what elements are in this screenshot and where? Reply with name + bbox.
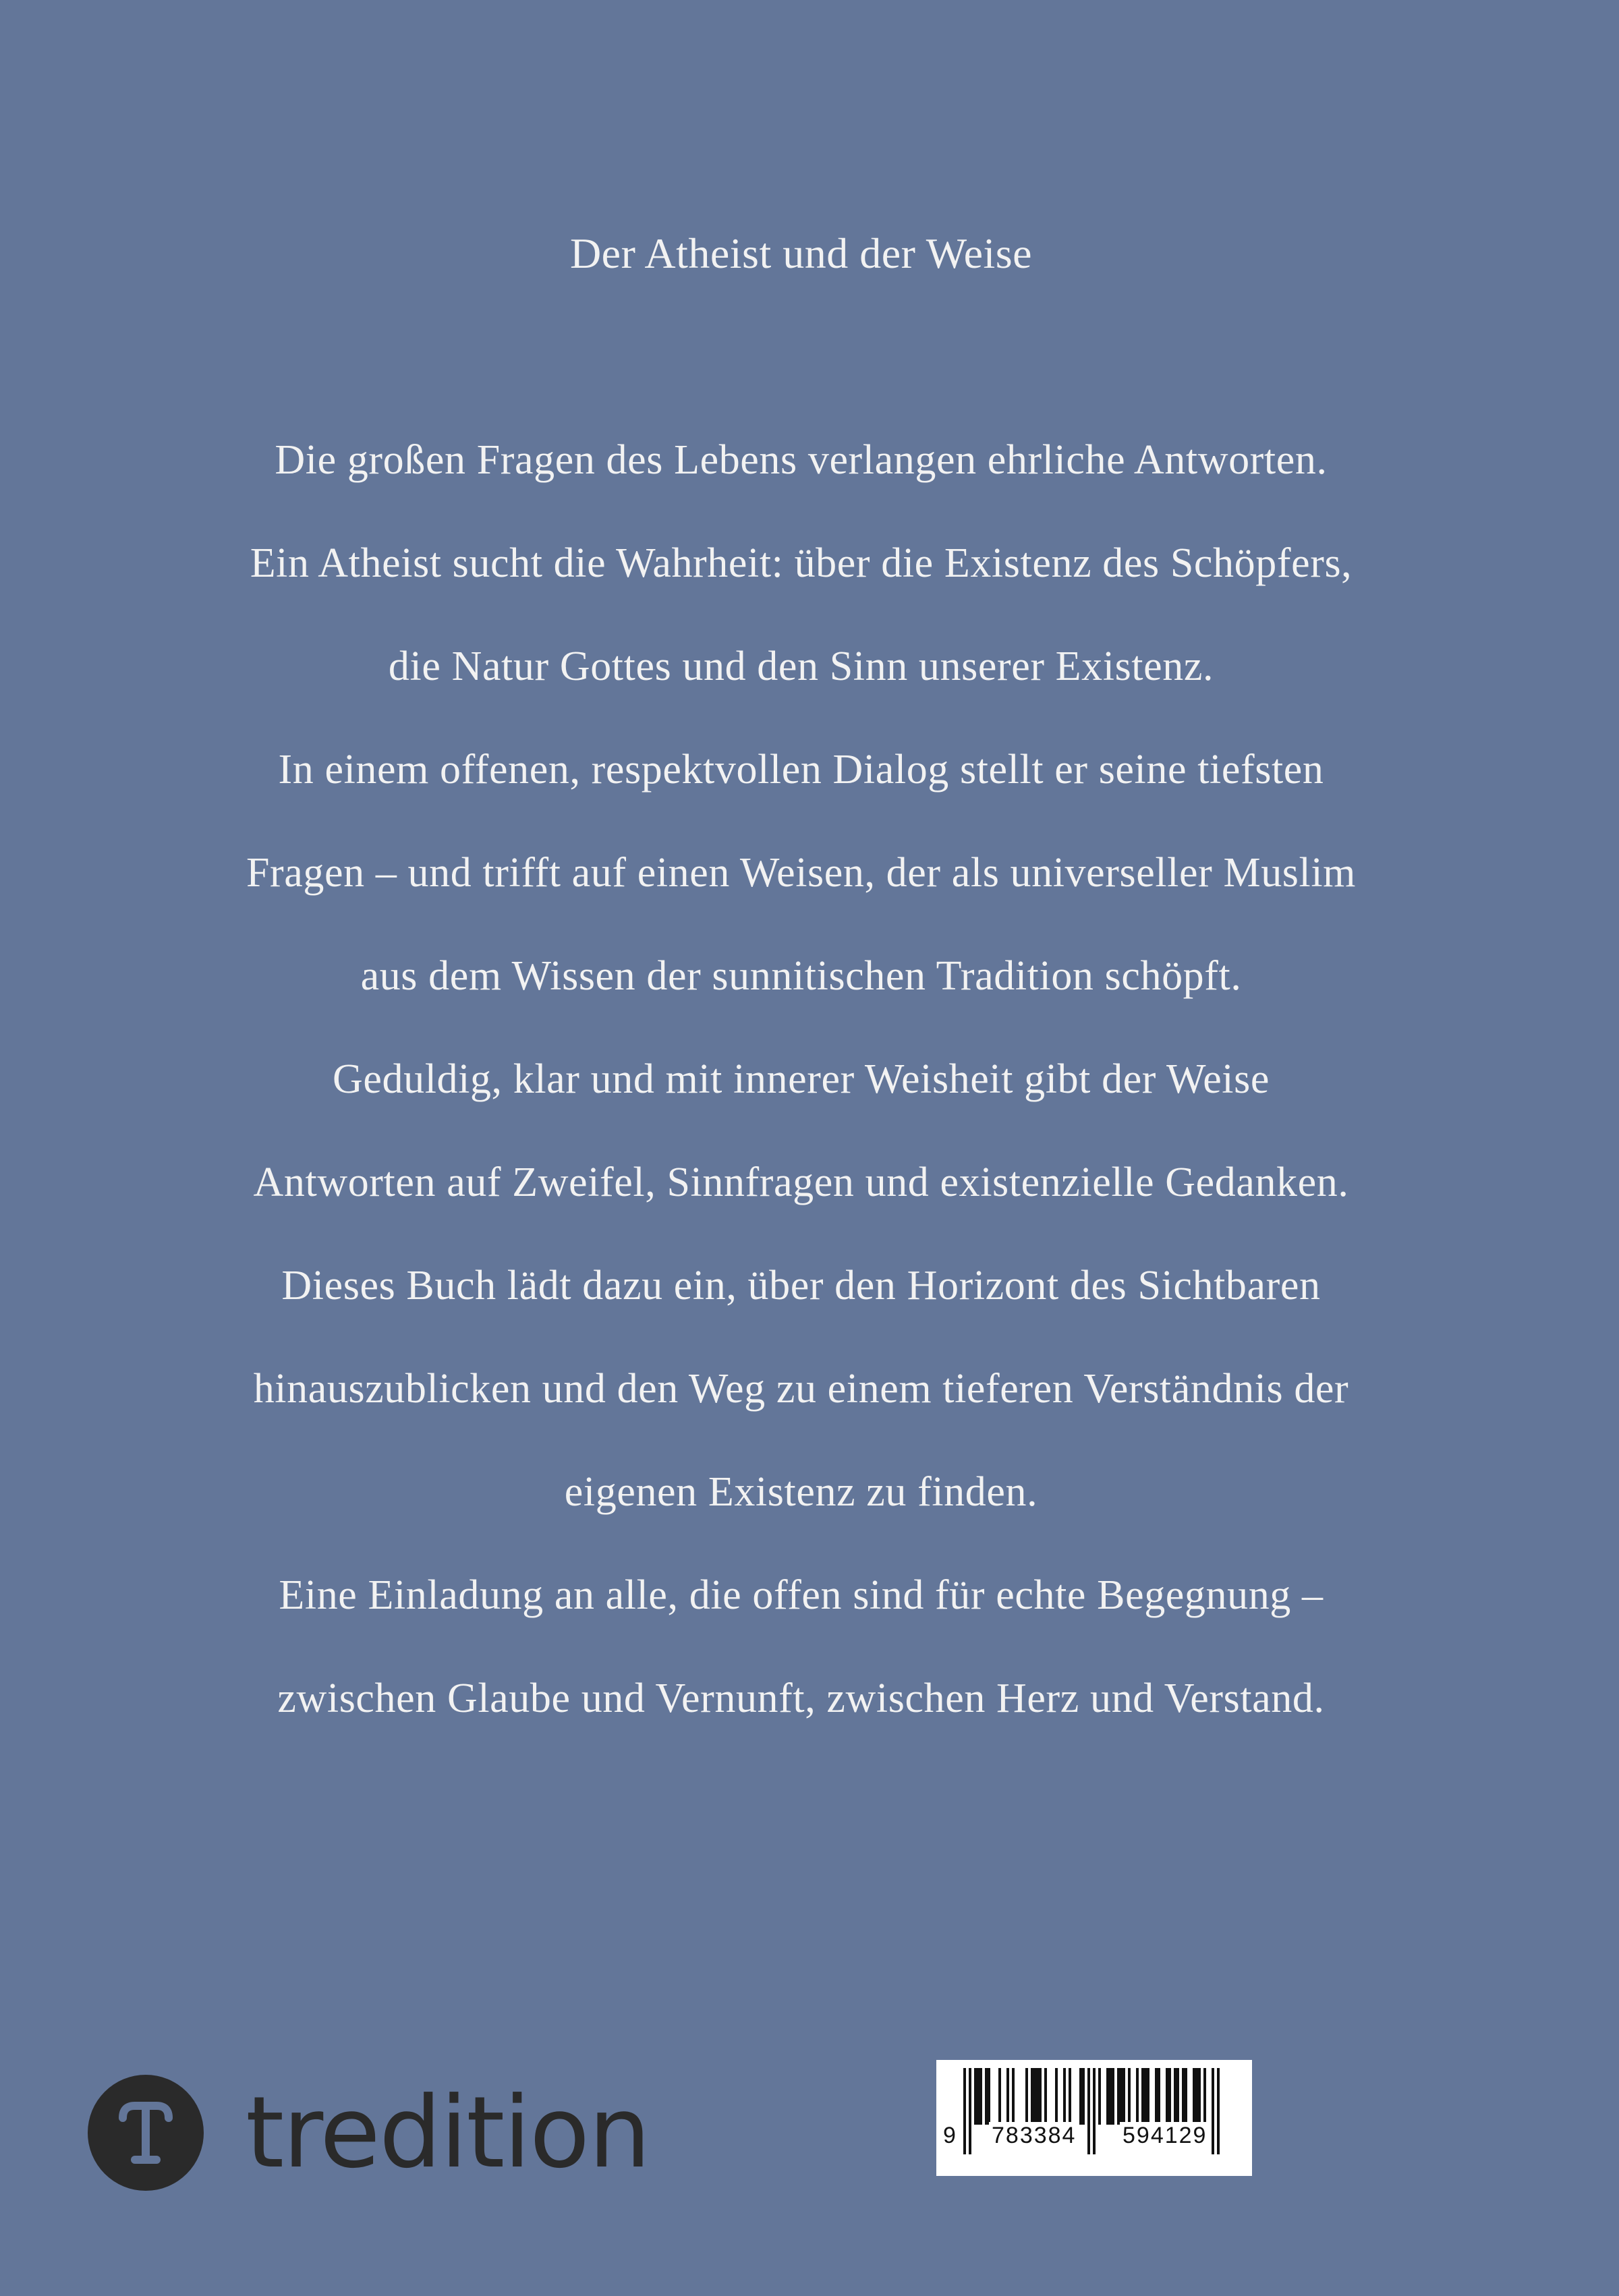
barcode-bar <box>1166 2068 1168 2125</box>
barcode-bar <box>1193 2068 1195 2125</box>
barcode-bar <box>1109 2068 1112 2125</box>
barcode-bar <box>1158 2068 1160 2125</box>
barcode-bar <box>1033 2068 1036 2125</box>
barcode-bar <box>1093 2068 1096 2154</box>
barcode-bar <box>1141 2068 1144 2125</box>
barcode-bar <box>1082 2068 1085 2125</box>
blurb-line: aus dem Wissen der sunnitischen Tradition schöpft. <box>360 953 1242 999</box>
barcode-bar <box>1195 2068 1198 2125</box>
barcode-bar <box>1006 2068 1009 2125</box>
blurb-text <box>0 433 1602 1775</box>
tredition-logo-icon <box>88 2075 204 2191</box>
blurb-line: Geduldig, klar und mit innerer Weisheit gibt der Weise <box>333 1056 1270 1102</box>
barcode-bars <box>936 2060 1252 2176</box>
barcode-bar <box>1044 2068 1047 2125</box>
barcode-bar <box>1136 2068 1139 2125</box>
barcode-bar <box>1182 2068 1185 2125</box>
blurb-line: Eine Einladung an alle, die offen sind für echte Begegnung – <box>279 1572 1324 1618</box>
barcode-bar <box>979 2068 982 2125</box>
blurb-line: Antworten auf Zweifel, Sinnfragen und existenzielle Gedanken. <box>253 1159 1349 1205</box>
blurb-line: hinauszublicken und den Weg zu einem tieferen Verständnis der <box>253 1366 1349 1412</box>
barcode-bar <box>1025 2068 1028 2125</box>
barcode-bar <box>1123 2068 1125 2125</box>
barcode-bar <box>1039 2068 1042 2125</box>
barcode-bar <box>1128 2068 1131 2125</box>
barcode-bar <box>1147 2068 1149 2125</box>
blurb-line: Die großen Fragen des Lebens verlangen ehrliche Antworten. <box>275 437 1328 483</box>
barcode-bar <box>969 2068 971 2154</box>
blurb-line: Fragen – und trifft auf einen Weisen, der als universeller Muslim <box>246 850 1357 896</box>
blurb-line: Ein Atheist sucht die Wahrheit: über die Existenz des Schöpfers, <box>250 540 1353 586</box>
barcode-bar <box>988 2068 990 2125</box>
blurb-line: die Natur Gottes und den Sinn unserer Existenz. <box>388 643 1214 689</box>
blurb-line: zwischen Glaube und Vernunft, zwischen Herz und Verstand. <box>277 1675 1325 1721</box>
barcode-bar <box>1117 2068 1120 2125</box>
blurb-line: Dieses Buch lädt dazu ein, über den Horizont des Sichtbaren <box>281 1263 1321 1309</box>
barcode-bar <box>1144 2068 1147 2125</box>
barcode-bar <box>1055 2068 1058 2125</box>
barcode-bar <box>1098 2068 1101 2125</box>
barcode-bar <box>1185 2068 1187 2125</box>
barcode-bar <box>963 2068 966 2154</box>
barcode-bar <box>974 2068 977 2125</box>
barcode-bar <box>1203 2068 1206 2125</box>
barcode-bar <box>1087 2068 1090 2154</box>
isbn-barcode <box>936 2060 1252 2176</box>
barcode-bar <box>1168 2068 1171 2125</box>
barcode-bar <box>1079 2068 1082 2125</box>
barcode-bar <box>1174 2068 1176 2125</box>
barcode-bar <box>1112 2068 1114 2125</box>
publisher-name: tredition <box>246 2075 650 2190</box>
barcode-bar <box>977 2068 979 2125</box>
barcode-bar <box>1155 2068 1158 2125</box>
barcode-bar <box>1120 2068 1123 2125</box>
blurb-line: In einem offenen, respektvollen Dialog stellt er seine tiefsten <box>278 747 1324 793</box>
barcode-bar <box>1069 2068 1071 2125</box>
book-title: Der Atheist und der Weise <box>569 229 1033 277</box>
publisher-logo <box>88 2072 650 2193</box>
barcode-bar <box>1176 2068 1179 2125</box>
barcode-bar <box>985 2068 988 2125</box>
barcode-bar <box>1031 2068 1033 2125</box>
barcode-left-digits: 783384 <box>989 2122 1079 2149</box>
barcode-bar <box>1063 2068 1066 2125</box>
barcode-right-digits: 594129 <box>1120 2122 1210 2149</box>
barcode-bar <box>1198 2068 1201 2125</box>
barcode-bar <box>1217 2068 1220 2154</box>
barcode-bar <box>1036 2068 1039 2125</box>
barcode-bar <box>1212 2068 1214 2154</box>
barcode-bar <box>998 2068 1001 2125</box>
barcode-bar <box>1106 2068 1109 2125</box>
barcode-first-digit: 9 <box>940 2122 959 2149</box>
blurb-line: eigenen Existenz zu finden. <box>564 1469 1038 1515</box>
barcode-bar <box>1012 2068 1015 2125</box>
